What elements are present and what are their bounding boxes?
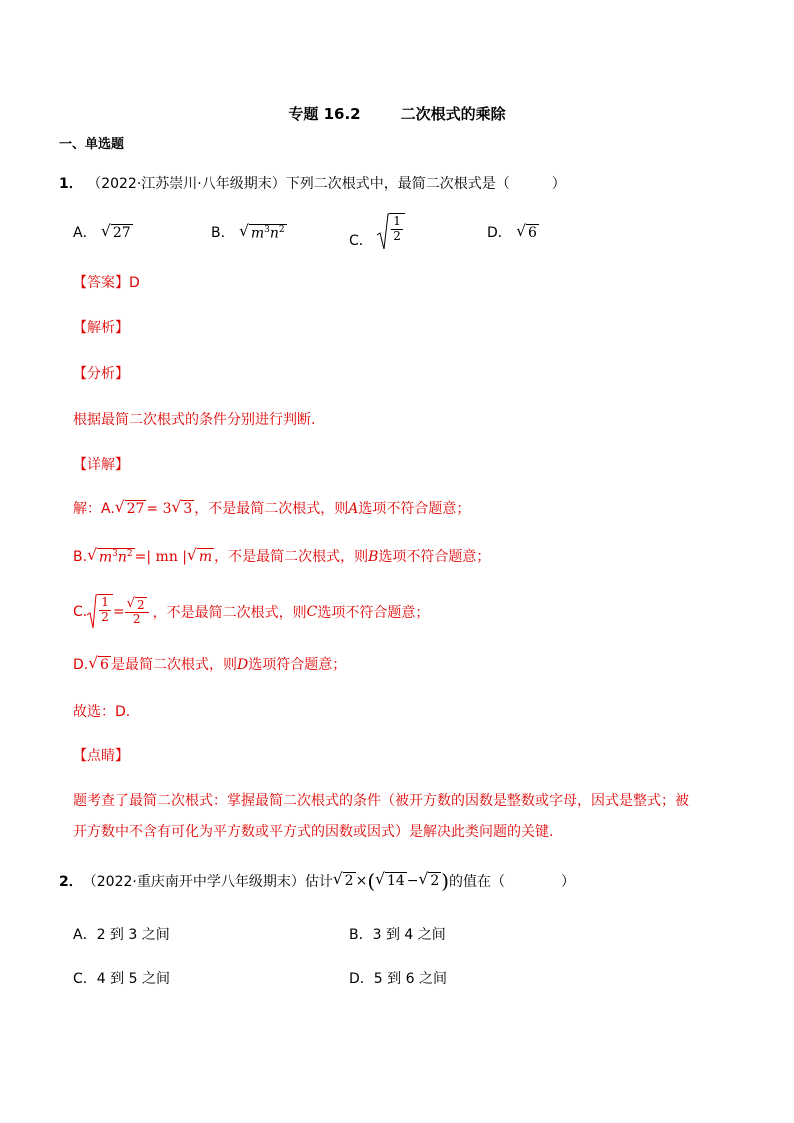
q2-option-c xyxy=(73,968,170,988)
sqrt-6: √ 6 xyxy=(516,222,537,242)
radicand: 14 xyxy=(386,873,405,890)
line-prefix: B. xyxy=(73,549,88,565)
page-title xyxy=(0,103,794,124)
radicand: 27 xyxy=(112,225,131,242)
option-text: 5 到 6 之间 xyxy=(373,971,447,987)
option-label: A． xyxy=(73,225,97,241)
denominator: 2 xyxy=(101,609,109,624)
question-number: 2． xyxy=(59,874,83,890)
denominator: 2 xyxy=(393,228,401,243)
line-tail: 选项符合题意； xyxy=(248,657,347,673)
detail-line-b xyxy=(73,546,490,566)
option-text: 4 到 5 之间 xyxy=(96,971,170,987)
dianjing-label: 【点睛】 xyxy=(73,748,129,764)
question-2-stem: 2． （2022·重庆南开中学八年级期末）估计 √ 2 × ( √ 14 − √ 2 ) 的值在（ ） xyxy=(59,869,576,893)
option-var: C xyxy=(306,604,318,620)
q2-option-b xyxy=(349,924,446,944)
detail-line-c: C. $\frac{1}{2}$ = √ 2 2 ，不是最简二次根式，则 C 选项不符合题意； xyxy=(73,594,429,630)
minus-sign: − xyxy=(406,873,419,889)
question-1-stem xyxy=(59,173,566,193)
line-tail: 选项不符合题意； xyxy=(317,605,430,621)
radicand: 6 xyxy=(528,225,537,242)
sqrt-27: √ 27 xyxy=(101,222,131,242)
option-label: D． xyxy=(487,225,512,241)
option-label: C． xyxy=(73,971,97,987)
equals-part: = 3 xyxy=(146,501,172,517)
fenxi-label: 【分析】 xyxy=(73,366,129,382)
option-a xyxy=(73,222,133,242)
line-text: ，不是最简二次根式，则 xyxy=(194,501,349,517)
sqrt-3: √ 3 xyxy=(171,498,193,518)
summary-line-1: 题考查了最简二次根式：掌握最简二次根式的条件（被开方数的因数是整数或字母，因式是整式；被 xyxy=(73,793,689,809)
sqrt-14: √ 14 xyxy=(375,870,405,890)
detail-line-a xyxy=(73,498,470,518)
radicand: 2 xyxy=(344,873,354,890)
option-b xyxy=(211,222,287,242)
answer-line: 【答案】D xyxy=(73,275,140,291)
radicand: 3 xyxy=(183,501,193,518)
sqrt-27: √ 27 xyxy=(114,498,145,518)
question-text: （2022·重庆南开中学八年级期末）估计 xyxy=(82,874,333,890)
sqrt2-over-2: √ 2 2 xyxy=(125,597,149,627)
section-heading: 一、单选题 xyxy=(59,137,125,152)
option-label: A． xyxy=(73,927,97,943)
xiangjie-label: 【详解】 xyxy=(73,457,129,473)
numerator: 1 xyxy=(393,214,401,228)
choose-line: 故选：D. xyxy=(73,704,131,720)
option-var: D xyxy=(236,657,249,673)
line-tail: 选项不符合题意； xyxy=(358,501,471,517)
option-d xyxy=(487,222,539,242)
radicand: 27 xyxy=(126,501,145,518)
line-prefix: 解：A. xyxy=(73,501,115,517)
option-text: 2 到 3 之间 xyxy=(96,927,170,943)
title-prefix: 专题 16.2 xyxy=(288,105,361,123)
radicand: 6 xyxy=(100,657,109,674)
option-c xyxy=(349,213,405,251)
option-label: C． xyxy=(349,233,373,249)
sqrt-6: √ 6 xyxy=(88,654,109,674)
q2-option-a xyxy=(73,924,170,944)
line-tail: 选项不符合题意； xyxy=(378,549,491,565)
numerator: 1 xyxy=(101,595,109,609)
q2-option-d xyxy=(349,968,447,988)
question-text-tail: 的值在（ ） xyxy=(449,874,576,890)
option-label: B． xyxy=(211,225,235,241)
option-var: B xyxy=(368,549,379,565)
option-label: D． xyxy=(349,971,374,987)
line-text: 是最简二次根式，则 xyxy=(110,657,237,673)
option-text: 3 到 4 之间 xyxy=(372,927,446,943)
title-main: 二次根式的乘除 xyxy=(400,105,506,123)
line-prefix: D. xyxy=(73,657,89,673)
option-var: A xyxy=(348,501,359,517)
detail-line-d xyxy=(73,654,346,674)
sqrt-m3n2: √ $m^3n^2$ xyxy=(239,221,285,242)
question-number: 1． xyxy=(59,176,83,192)
sqrt-half xyxy=(377,213,405,251)
question-text: （2022·江苏崇川·八年级期末）下列二次根式中，最简二次根式是（ ） xyxy=(87,176,566,192)
line-prefix: C. xyxy=(73,604,88,620)
jiexi-label: 【解析】 xyxy=(73,320,129,336)
line-text: ，不是最简二次根式，则 xyxy=(214,549,369,565)
sqrt-m3n2: √ $m^3n^2$ xyxy=(87,545,133,566)
radicand: m xyxy=(198,549,213,566)
option-label: B． xyxy=(349,927,373,943)
sqrt-half xyxy=(87,594,113,630)
summary-line-2: 开方数中不含有可化为平方数或平方式的因数或因式）是解决此类问题的关键. xyxy=(73,824,554,840)
line-text: ，不是最简二次根式，则 xyxy=(152,605,307,621)
denominator: 2 xyxy=(132,612,141,627)
radicand: 2 xyxy=(137,597,145,612)
sqrt-2: √ 2 xyxy=(418,870,440,890)
equals-part: =| mn | xyxy=(134,549,188,565)
fenxi-text: 根据最简二次根式的条件分别进行判断. xyxy=(73,412,316,428)
sqrt-2: √ 2 xyxy=(332,870,354,890)
times-sign: × xyxy=(355,873,368,889)
sqrt-m: √ m xyxy=(187,546,213,566)
radicand: 2 xyxy=(430,873,440,890)
